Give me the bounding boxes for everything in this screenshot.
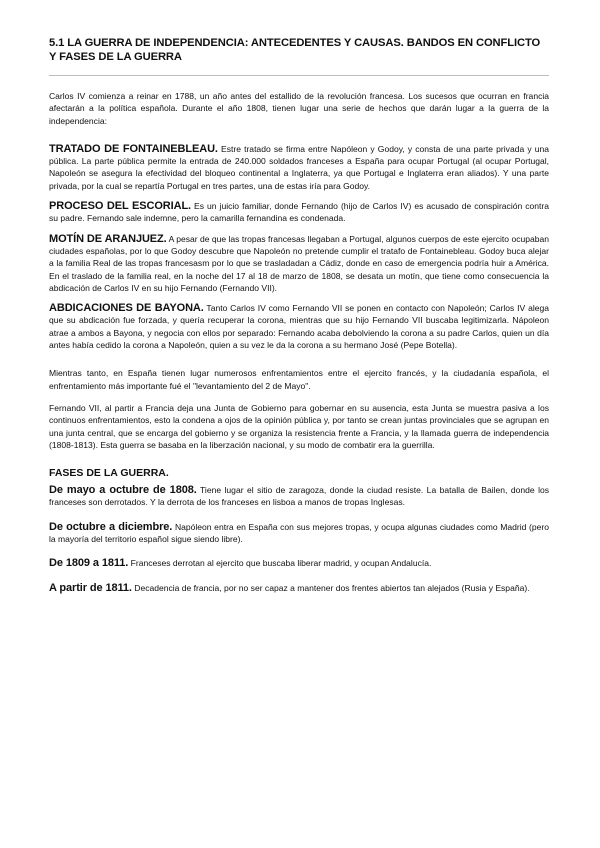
phase-body: Decadencia de francia, por no ser capaz a mantener dos frentes abiertos tan alejados (Rusia y España). xyxy=(134,582,530,593)
section-heading: MOTÍN DE ARANJUEZ. xyxy=(49,232,167,245)
section-aranjuez xyxy=(49,233,549,294)
intro-paragraph: Carlos IV comienza a reinar en 1788, un año antes del estallido de la revolución francesa. Los sucesos que ocurran en francia afectarán a la política española. Durante el año 1808, tienen lugar una serie de hechos que darán lugar a la guerra de la independencia: xyxy=(49,91,549,126)
section-fontainebleau xyxy=(49,143,549,192)
section-body: Estre tratado se firma entre Napóleon y Godoy, y consta de una parte privada y una pública. La parte pública permite la entrada de 240.000 soldados franceses a España para ocupar Portugal (al ocupar Portugal, Napoleón se asegura la efectividad del bloqueo continental a Inglaterra, ya que Portugal e Inglaterra eran aliados). Y una parte privada, por la cual se repartía Portugal en tres partes, una de estas iría para Godoy. xyxy=(49,143,549,191)
section-bayona xyxy=(49,302,549,351)
phase-body: Tiene lugar el sitio de zaragoza, donde la ciudad resiste. La batalla de Bailen, donde los franceses son derrotados. Y la derrota de los franceses en lisboa a manos de tropas Inglesas. xyxy=(49,485,549,508)
section-heading: PROCESO DEL ESCORIAL. xyxy=(49,200,192,213)
section-heading: TRATADO DE FONTAINEBLEAU. xyxy=(49,142,218,155)
phase-item xyxy=(49,521,549,546)
section-body: Tanto Carlos IV como Fernando VII se ponen en contacto con Napoleón; Carlos IV alega que su abdicación fue forzada, y quería recuperar la corona, mientras que su hijo Fernando VII buscaba legitimizarla. Nápoleon atrae a ambos a Bayona, y negocia con ellos por separado: Fernando acaba debolviendo la corona a su padre Carlos, quien un día antes había cedido la corona a Napoleón, quien a su vez le da la corona a su hermano José (Pepe Botella). xyxy=(49,303,549,351)
phase-heading: De 1809 a 1811. xyxy=(49,557,129,570)
document-page xyxy=(49,36,549,594)
phase-heading: De mayo a octubre de 1808. xyxy=(49,484,197,497)
section-body: A pesar de que las tropas francesas llegaban a Portugal, algunos cuerpos de este ejercito ocupaban ciudades españolas, por lo que Godoy descubre que Napoleón no pretende cumplir el tratafo de Fontainebleau. Godoy buca alejar a la familia Real de las tropas francesasm por lo que se trasladadan a Cádiz, donde en caso de emergencia podría huir a América. En el traslado de la familia real, en la noche del 17 al 18 de marzo de 1808, se desata un motín, que tiene como consecuencia la abdicación de Carlos IV en su hijo Fernando (Fernando VII). xyxy=(49,233,550,293)
paragraph-junta: Fernando VII, al partir a Francia deja una Junta de Gobierno para gobernar en su ausencia, esta Junta se muestra pasiva a los continuos enfrentamientos, esto la condena a ojos de la opinión pública y, por tanto se crean juntas provinciales que se agrupan en una junta central, que se encarga del gobierno y se organiza la resistencia frente a Francia, y la llamada guerra de independencia (1808-1813). Esta guerra se basaba en la liberzación nacional, y su modo de combatir era la guerrilla. xyxy=(49,402,549,450)
phase-body: Franceses derrotan al ejercito que buscaba liberar madrid, y ocupan Andalucía. xyxy=(130,558,432,569)
phase-heading: De octubre a diciembre. xyxy=(49,520,173,533)
section-heading: ABDICACIONES DE BAYONA. xyxy=(49,302,204,315)
document-title: 5.1 LA GUERRA DE INDEPENDENCIA: ANTECEDENTES Y CAUSAS. BANDOS EN CONFLICTO Y FASES DE LA GUERRA xyxy=(49,37,541,63)
phase-item xyxy=(49,557,549,569)
phase-item xyxy=(49,582,549,594)
section-body: Es un juicio familiar, donde Fernando (hijo de Carlos IV) es acusado de conspiración contra su padre. Fernando sale indemne, pero la camarilla fernandina es condenada. xyxy=(49,201,549,224)
phase-heading: A partir de 1811. xyxy=(49,581,132,594)
phase-item xyxy=(49,484,549,509)
title-divider xyxy=(49,75,549,76)
phases-title: FASES DE LA GUERRA. xyxy=(49,467,169,480)
paragraph-dos-de-mayo: Mientras tanto, en España tienen lugar numerosos enfrentamientos entre el ejercito francés, y la ciudadanía española, el enfrentamiento más importante fué el "levantamiento del 2 de Mayo". xyxy=(49,368,549,391)
section-escorial xyxy=(49,200,549,225)
phase-body: Napóleon entra en España con sus mejores tropas, y ocupa algunas ciudades como Madrid (pero la mayoría del territorio español sigue siendo libre). xyxy=(49,521,550,545)
